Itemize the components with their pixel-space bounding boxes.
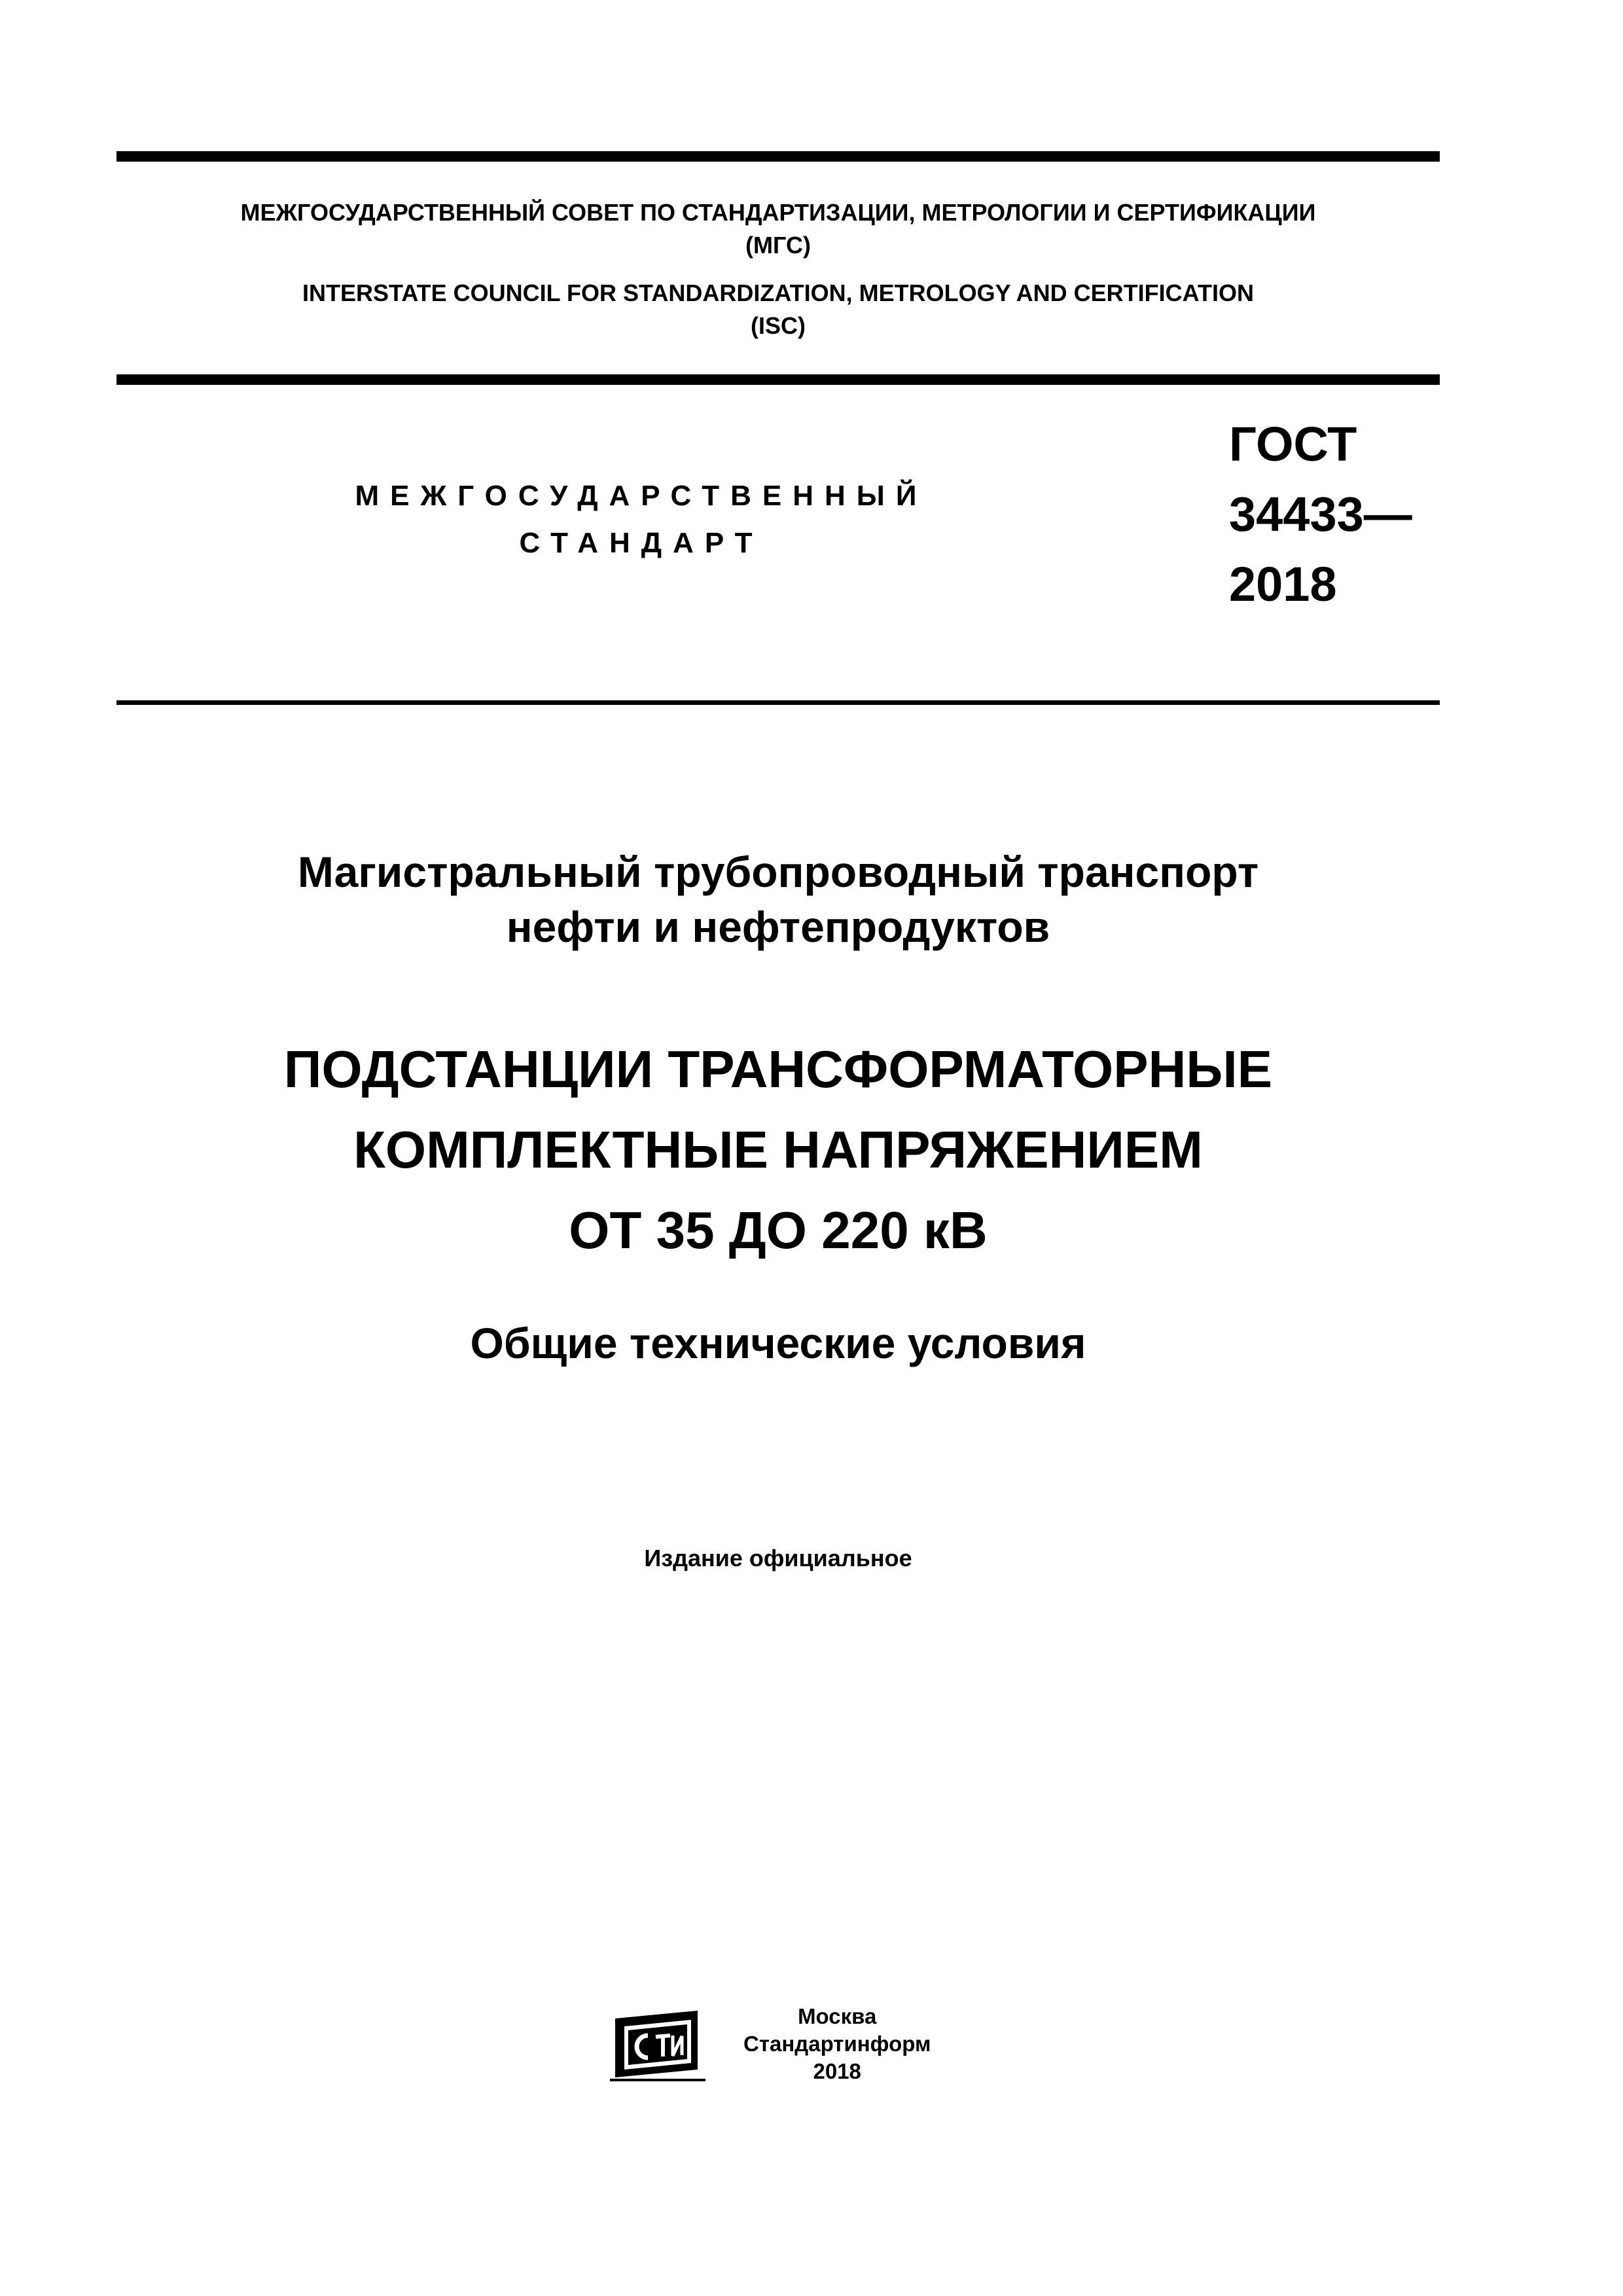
standard-designation [1229, 409, 1412, 619]
council-name-en-line1: INTERSTATE COUNCIL FOR STANDARDIZATION, METROLOGY AND CERTIFICATION [302, 279, 1254, 306]
designation-year: 2018 [1229, 557, 1337, 611]
council-abbr-ru: (МГС) [745, 232, 811, 259]
publisher-block [610, 2003, 931, 2085]
document-title-caps [116, 1029, 1440, 1270]
standard-type-label [321, 473, 962, 567]
subtitle-text: Общие технические условия [470, 1319, 1086, 1367]
header-bottom-rule [116, 700, 1440, 705]
council-bottom-rule [116, 374, 1440, 385]
title-main-line2: нефти и нефтепродуктов [506, 903, 1050, 951]
council-name-en [116, 277, 1440, 342]
title-caps-line2: КОМПЛЕКТНЫЕ НАПРЯЖЕНИЕМ [353, 1121, 1203, 1179]
title-main-line1: Магистральный трубопроводный транспорт [297, 848, 1259, 896]
standard-type-line2: СТАНДАРТ [519, 527, 764, 559]
edition-label: Издание официальное [644, 1545, 912, 1571]
title-caps-line3: ОТ 35 ДО 220 кВ [569, 1201, 988, 1259]
council-name-ru [116, 196, 1440, 262]
standard-type-line1: МЕЖГОСУДАРСТВЕННЫЙ [355, 480, 928, 512]
publisher-city: Москва [798, 2004, 877, 2028]
title-caps-line1: ПОДСТАНЦИИ ТРАНСФОРМАТОРНЫЕ [283, 1040, 1273, 1098]
designation-prefix: ГОСТ [1229, 417, 1357, 471]
publisher-name: Стандартинформ [743, 2032, 931, 2056]
top-rule [116, 151, 1440, 162]
publisher-year: 2018 [813, 2059, 861, 2083]
council-name-ru-line1: МЕЖГОСУДАРСТВЕННЫЙ СОВЕТ ПО СТАНДАРТИЗАЦИИ, МЕТРОЛОГИИ И СЕРТИФИКАЦИИ [240, 199, 1316, 226]
publisher-info [743, 2003, 931, 2085]
council-abbr-en: (ISC) [751, 312, 806, 339]
document-title-main [116, 844, 1440, 954]
document-subtitle [116, 1316, 1440, 1371]
designation-number: 34433— [1229, 487, 1412, 541]
standartinform-logo-icon [610, 2007, 705, 2081]
